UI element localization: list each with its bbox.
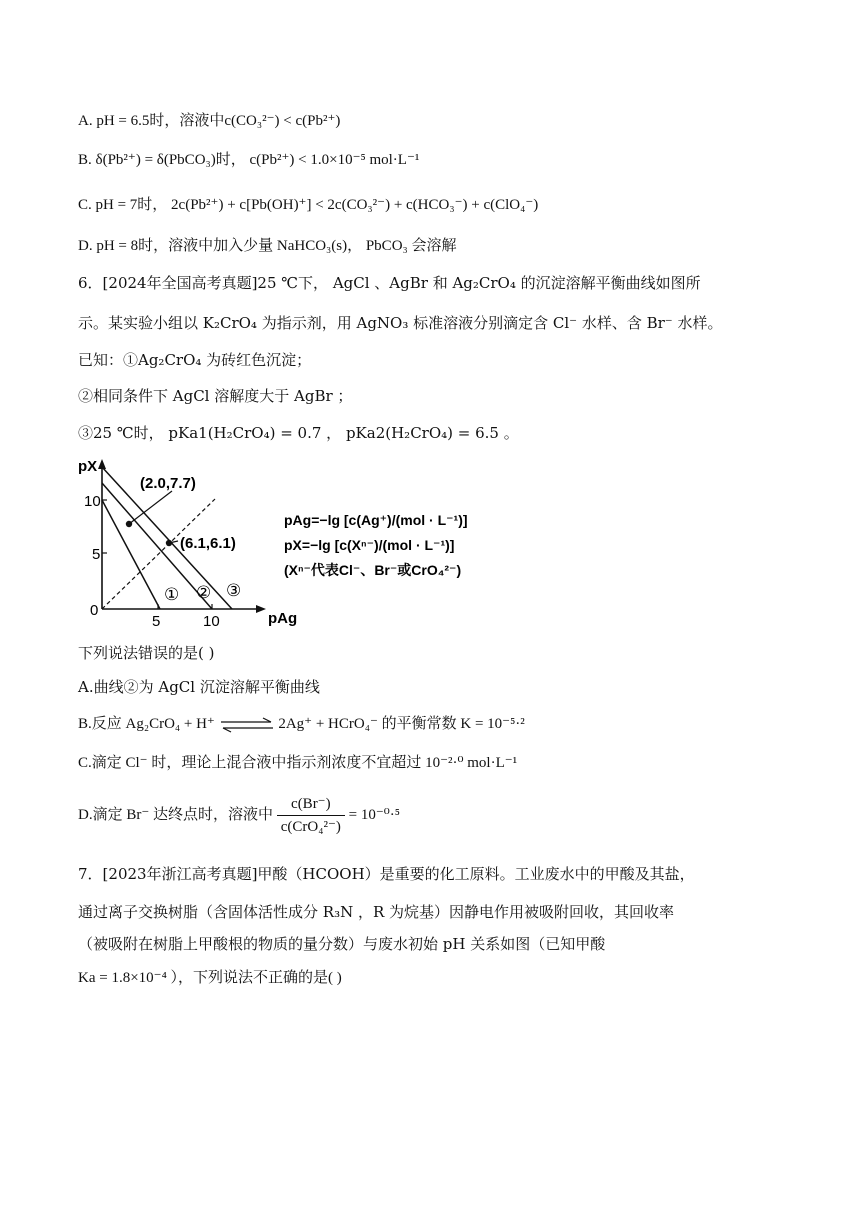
q5-option-c: C. pH = 7时， 2c(Pb²⁺) + c[Pb(OH)⁺] < 2c(CO₃²⁻) + c(HCO₃⁻) + c(ClO₄⁻) (78, 197, 539, 213)
q6-option-b-right: 2Ag⁺ + HCrO₄⁻ 的平衡常数 K = 10⁻⁵·² (278, 716, 525, 732)
ratio-numerator: c(Br⁻) (277, 793, 345, 816)
q6-known-line2: ②相同条件下 AgCl 溶解度大于 AgBr ； (78, 387, 353, 405)
q6-question: 下列说法错误的是( ) (78, 644, 215, 662)
solubility-graph (72, 455, 512, 630)
q6-option-d-right: = 10⁻⁰·⁵ (348, 806, 401, 823)
y-tick-10: 10 (84, 493, 101, 510)
q6-option-d (78, 793, 400, 838)
curve-label-2: ② (196, 583, 212, 602)
x-axis-label: pAg (268, 610, 298, 627)
q7-stem-line3: （被吸附在树脂上甲酸根的物质的量分数）与废水初始 pH 关系如图（已知甲酸 (78, 935, 606, 953)
q7-stem-line2: 通过离子交换树脂（含固体活性成分 R₃N ，R 为烷基）因静电作用被吸附回收，其回收率 (78, 903, 675, 921)
y-tick-5: 5 (92, 546, 101, 563)
q6-stem-line1: 6．[2024年全国高考真题]25 ℃下， AgCl 、AgBr 和 Ag₂CrO₄ 的沉淀溶解平衡曲线如图所 (78, 274, 701, 292)
x-tick-10: 10 (203, 613, 220, 630)
concentration-ratio (277, 793, 345, 838)
x-axis-arrow-icon (256, 605, 266, 613)
q5-option-b: B. δ(Pb²⁺) = δ(PbCO₃)时， c(Pb²⁺) < 1.0×10⁻⁵ mol·L⁻¹ (78, 152, 420, 168)
q7-stem-line1: 7．[2023年浙江高考真题]甲酸（HCOOH）是重要的化工原料。工业废水中的甲酸及其盐， (78, 865, 695, 883)
q6-known-line1: 已知：①Ag₂CrO₄ 为砖红色沉淀； (78, 351, 312, 369)
y-axis-label: pX (78, 458, 98, 475)
q6-option-b-left: B.反应 Ag₂CrO₄ + H⁺ (78, 716, 215, 732)
q6-option-b (78, 714, 525, 734)
equilibrium-arrow-icon (219, 717, 275, 733)
q5-option-d: D. pH = 8时，溶液中加入少量 NaHCO₃(s)， PbCO₃ 会溶解 (78, 238, 457, 254)
point-label-2: (6.1,6.1) (180, 535, 236, 552)
q6-known-line3: ③25 ℃时， pKa1(H₂CrO₄) = 0.7 ， pKa2(H₂CrO₄) = 6.5 。 (78, 424, 519, 442)
q6-option-c: C.滴定 Cl⁻ 时，理论上混合液中指示剂浓度不宜超过 10⁻²·⁰ mol·L⁻¹ (78, 755, 518, 771)
q7-stem-line4: Ka = 1.8×10⁻⁴ ），下列说法不正确的是( ) (78, 970, 342, 986)
q6-stem-line2: 示。某实验小组以 K₂CrO₄ 为指示剂，用 AgNO₃ 标准溶液分别滴定含 Cl⁻ 水样、含 Br⁻ 水样。 (78, 314, 723, 332)
legend-line-2: pX=−lg [c(Xⁿ⁻)/(mol · L⁻¹)] (284, 537, 455, 553)
q6-option-a: A.曲线②为 AgCl 沉淀溶解平衡曲线 (78, 678, 320, 696)
q5-option-a: A. pH = 6.5时，溶液中c(CO₃²⁻) < c(Pb²⁺) (78, 113, 341, 129)
point-label-1: (2.0,7.7) (140, 475, 196, 492)
legend-line-1: pAg=−lg [c(Ag⁺)/(mol · L⁻¹)] (284, 512, 468, 528)
ratio-denominator: c(CrO₄²⁻) (280, 819, 341, 835)
curve-label-3: ③ (226, 581, 242, 600)
curve-label-1: ① (164, 585, 180, 604)
legend-line-3: (Xⁿ⁻代表Cl⁻、Br⁻或CrO₄²⁻) (284, 562, 462, 578)
x-tick-5: 5 (152, 613, 161, 630)
origin-label: 0 (90, 602, 99, 619)
q6-option-d-left: D.滴定 Br⁻ 达终点时，溶液中 (78, 806, 274, 823)
